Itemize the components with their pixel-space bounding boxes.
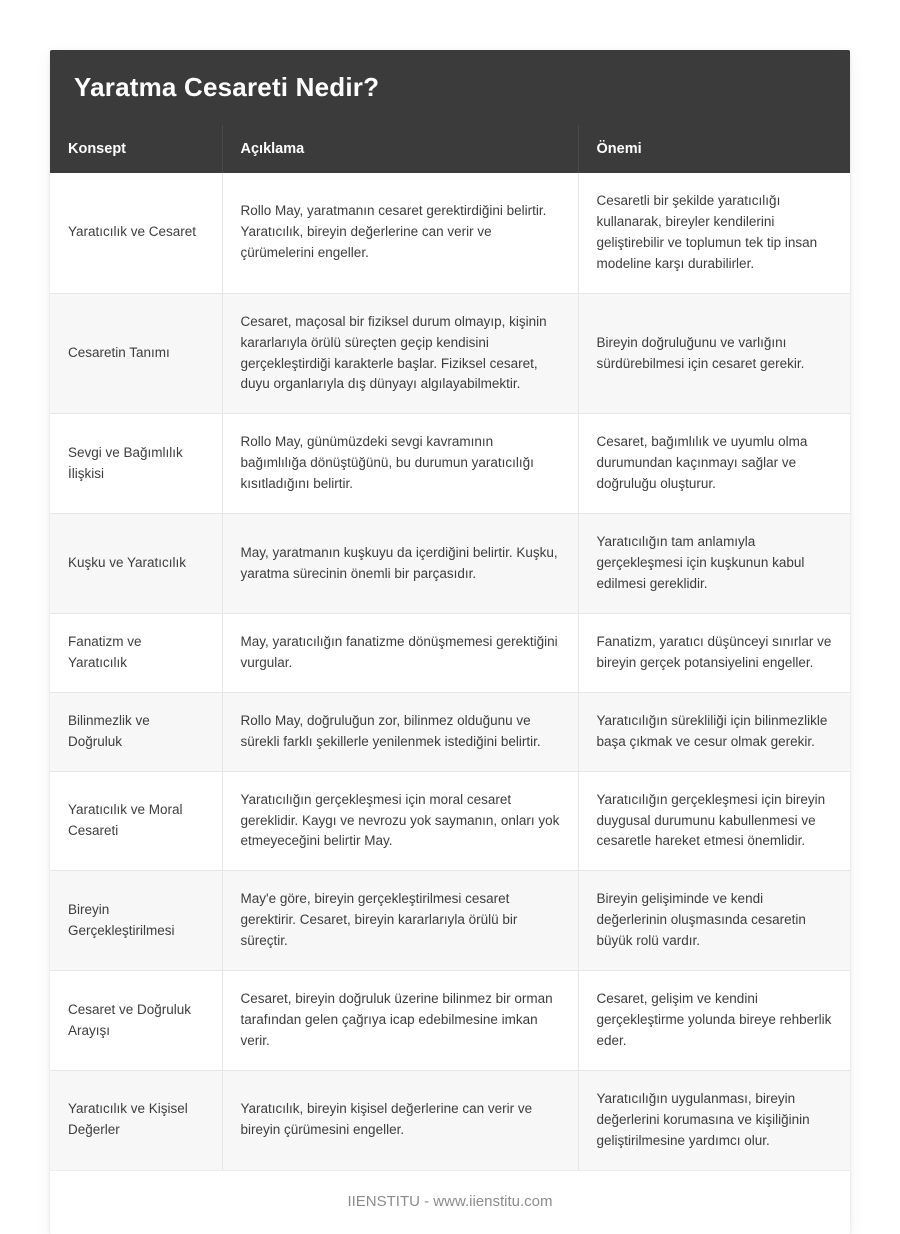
cell-konsept: Bilinmezlik ve Doğruluk [50,692,222,771]
content-card [50,50,850,1234]
table-body [50,173,850,1170]
table-row [50,414,850,514]
cell-konsept: Yaratıcılık ve Cesaret [50,173,222,293]
table-row [50,514,850,614]
cell-aciklama: Rollo May, yaratmanın cesaret gerektirdiğini belirtir. Yaratıcılık, bireyin değerlerine can verir ve çürümelerini engeller. [222,173,578,293]
cell-aciklama: May, yaratmanın kuşkuyu da içerdiğini belirtir. Kuşku, yaratma sürecinin önemli bir parçasıdır. [222,514,578,614]
table-row [50,173,850,293]
column-header-konsept: Konsept [50,125,222,173]
table-row [50,293,850,414]
table-row [50,692,850,771]
cell-onemi: Cesaret, gelişim ve kendini gerçekleştirme yolunda bireye rehberlik eder. [578,971,850,1071]
table-row [50,613,850,692]
cell-konsept: Fanatizm ve Yaratıcılık [50,613,222,692]
table-row [50,1070,850,1169]
cell-onemi: Yaratıcılığın sürekliliği için bilinmezlikle başa çıkmak ve cesur olmak gerekir. [578,692,850,771]
cell-konsept: Yaratıcılık ve Kişisel Değerler [50,1070,222,1169]
cell-konsept: Yaratıcılık ve Moral Cesareti [50,771,222,871]
column-header-aciklama: Açıklama [222,125,578,173]
table-header [50,125,850,173]
concepts-table [50,125,850,1170]
cell-onemi: Yaratıcılığın uygulanması, bireyin değerlerini korumasına ve kişiliğinin geliştirilmesine yardımcı olur. [578,1070,850,1169]
cell-onemi: Bireyin gelişiminde ve kendi değerlerinin oluşmasında cesaretin büyük rolü vardır. [578,871,850,971]
cell-onemi: Yaratıcılığın tam anlamıyla gerçekleşmesi için kuşkunun kabul edilmesi gereklidir. [578,514,850,614]
cell-aciklama: Cesaret, bireyin doğruluk üzerine bilinmez bir orman tarafından gelen çağrıya icap edebilmesine imkan verir. [222,971,578,1071]
cell-konsept: Bireyin Gerçekleştirilmesi [50,871,222,971]
cell-aciklama: Yaratıcılık, bireyin kişisel değerlerine can verir ve bireyin çürümesini engeller. [222,1070,578,1169]
cell-onemi: Fanatizm, yaratıcı düşünceyi sınırlar ve bireyin gerçek potansiyelini engeller. [578,613,850,692]
cell-aciklama: May'e göre, bireyin gerçekleştirilmesi cesaret gerektirir. Cesaret, bireyin kararlarıyla örülü bir süreçtir. [222,871,578,971]
cell-konsept: Kuşku ve Yaratıcılık [50,514,222,614]
cell-onemi: Yaratıcılığın gerçekleşmesi için bireyin duygusal durumunu kabullenmesi ve cesaretle hareket etmesi önemlidir. [578,771,850,871]
footer-attribution: IIENSTITU - www.iienstitu.com [50,1170,850,1234]
page-title: Yaratma Cesareti Nedir? [50,50,850,125]
cell-aciklama: Yaratıcılığın gerçekleşmesi için moral cesaret gereklidir. Kaygı ve nevrozu yok saymanın, onları yok etmeyeceğini belirtir May. [222,771,578,871]
cell-aciklama: Rollo May, günümüzdeki sevgi kavramının bağımlılığa dönüştüğünü, bu durumun yaratıcılığı kısıtladığını belirtir. [222,414,578,514]
table-header-row [50,125,850,173]
table-row [50,871,850,971]
cell-konsept: Sevgi ve Bağımlılık İlişkisi [50,414,222,514]
table-row [50,971,850,1071]
cell-konsept: Cesaretin Tanımı [50,293,222,414]
column-header-onemi: Önemi [578,125,850,173]
cell-aciklama: Rollo May, doğruluğun zor, bilinmez olduğunu ve sürekli farklı şekillerle yenilenmek istediğini belirtir. [222,692,578,771]
cell-onemi: Cesaret, bağımlılık ve uyumlu olma durumundan kaçınmayı sağlar ve doğruluğu oluşturur. [578,414,850,514]
cell-konsept: Cesaret ve Doğruluk Arayışı [50,971,222,1071]
cell-onemi: Cesaretli bir şekilde yaratıcılığı kullanarak, bireyler kendilerini geliştirebilir ve toplumun tek tip insan modeline karşı durabilirler. [578,173,850,293]
cell-aciklama: May, yaratıcılığın fanatizme dönüşmemesi gerektiğini vurgular. [222,613,578,692]
cell-onemi: Bireyin doğruluğunu ve varlığını sürdürebilmesi için cesaret gerekir. [578,293,850,414]
cell-aciklama: Cesaret, maçosal bir fiziksel durum olmayıp, kişinin kararlarıyla örülü süreçten geçip kendisini gerçekleştirdiği karakterle başlar. Fiziksel cesaret, duyu organlarıyla dış dünyayı algılayabilmektir. [222,293,578,414]
table-row [50,771,850,871]
